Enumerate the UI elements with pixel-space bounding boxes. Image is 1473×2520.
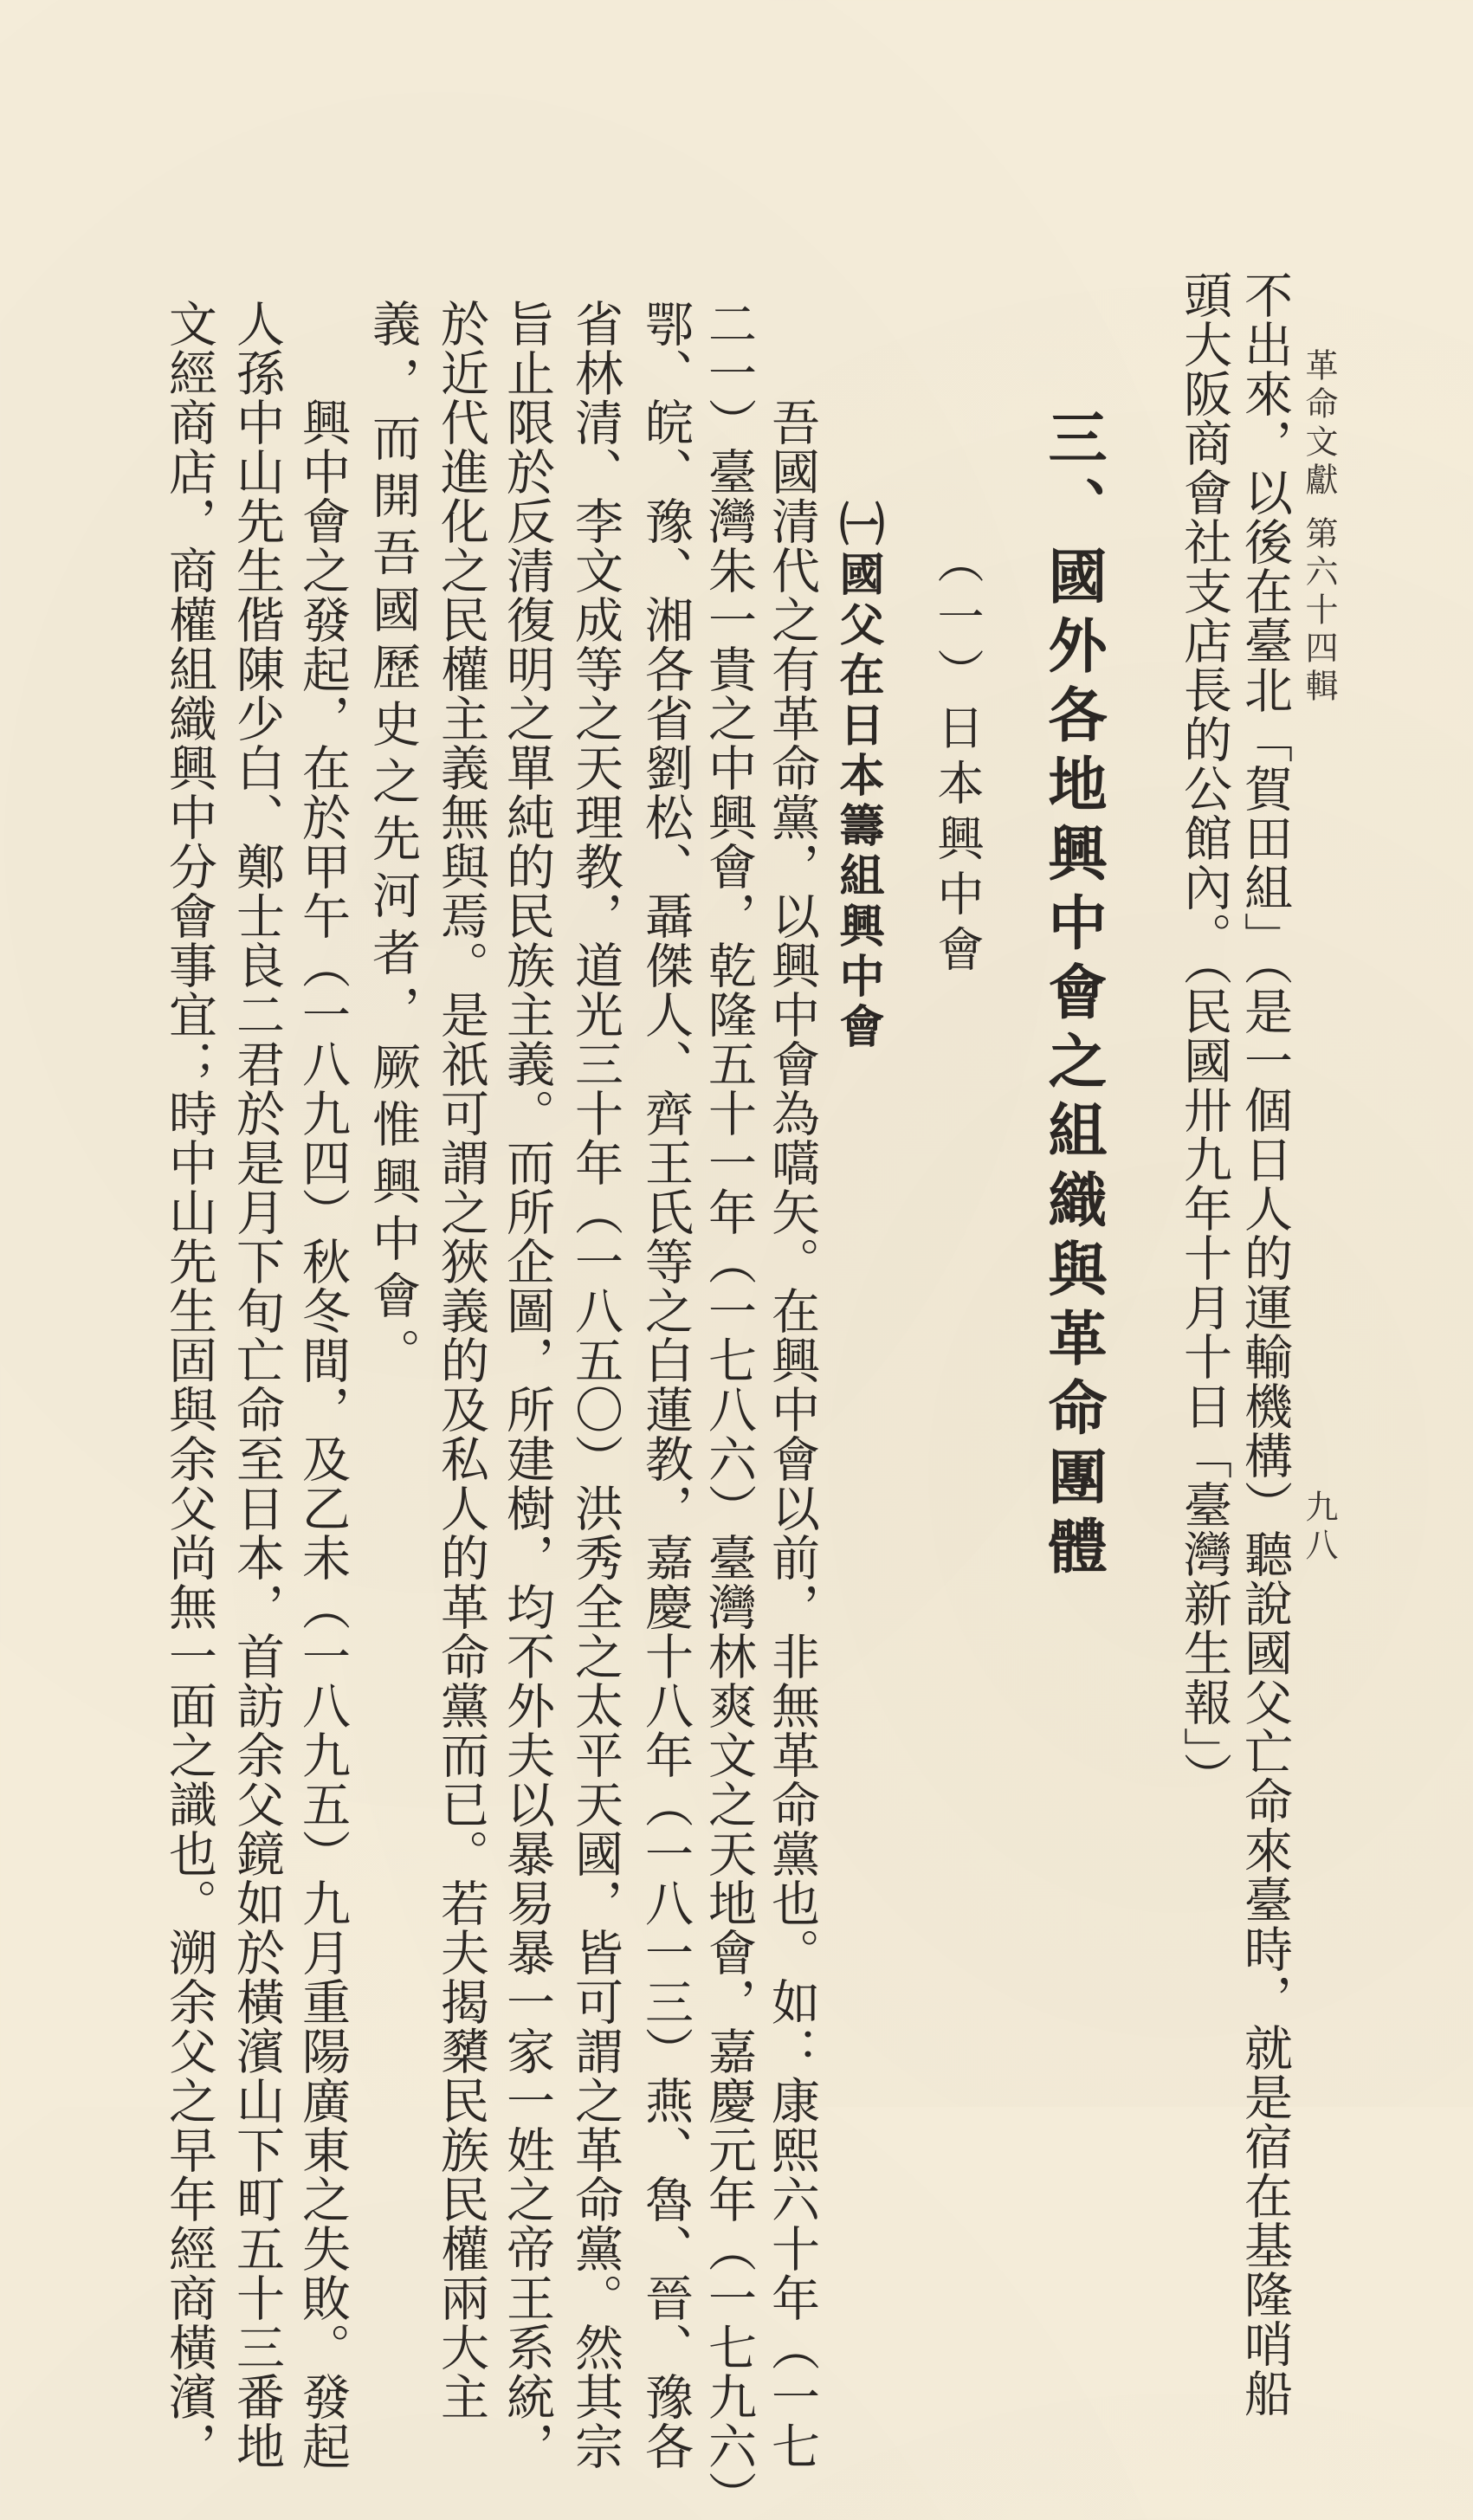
page-number: 九八	[1300, 1489, 1338, 1566]
text-column: 頭大阪商會社支店長的公館內。（民國卅九年十月十日「臺灣新生報」）	[1176, 270, 1232, 1801]
text-column: 鄂、皖、豫、湘各省劉松、聶傑人、齊王氏等之白蓮教，嘉慶十八年（一八一三）燕、魯、晉、豫各	[637, 299, 694, 2471]
text-column: 人孫中山先生偕陳少白、鄭士良二君於是月下旬亡命至日本，首訪余父鏡如於橫濱山下町五十三番地	[229, 299, 285, 2471]
text-column: 不出來，以後在臺北「賀田組」（是一個日人的運輸機構）聽說國父亡命來臺時，就是宿在基隆哨船	[1237, 270, 1293, 2418]
text-column: 省林清、李文成等之天理教，道光三十年（一八五〇）洪秀全之太平天國，皆可謂之革命黨。然其宗	[567, 299, 623, 2471]
section-title: 三、國外各地興中會之組織與革命團體	[1038, 407, 1108, 1585]
text-column: 吾國清代之有革命黨，以興中會為嚆矢。在興中會以前，非無革命黨也。如：康熙六十年（一七	[764, 299, 820, 2471]
text-column: 興中會之發起，在於甲午（一八九四）秋冬間，及乙未（一八九五）九月重陽廣東之失敗。發起	[294, 299, 351, 2471]
text-column: 旨止限於反清復明之單純的民族主義。而所企圖，所建樹，均不外夫以暴易暴一家一姓之帝王系統，	[499, 299, 555, 2471]
subsection-title: （一）日本興中會	[930, 537, 985, 980]
text-column: 義，而開吾國歷史之先河者，厥惟興中會。	[365, 299, 421, 1385]
text-column: 文經商店，商權組織興中分會事宜；時中山先生固與余父尚無一面之識也。溯余父之早年經商橫濱，	[161, 299, 217, 2471]
text-column: 於近代進化之民權主義無與焉。是祇可謂之狹義的及私人的革命黨而已。若夫揭櫫民族民權兩大主	[433, 299, 489, 2421]
text-column: 二一）臺灣朱一貴之中興會，乾隆五十一年（一七八六）臺灣林爽文之天地會，嘉慶元年（一七九六）	[701, 299, 757, 2520]
running-title: 革命文獻 第六十四輯	[1300, 348, 1338, 708]
topic-title: ㈠國父在日本籌組興中會	[831, 501, 884, 1053]
